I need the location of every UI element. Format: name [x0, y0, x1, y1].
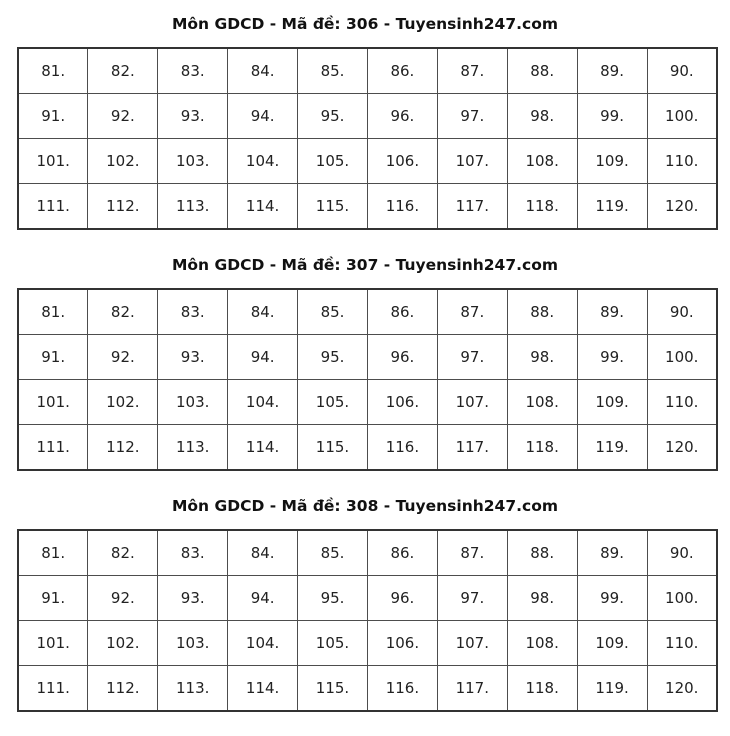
table-cell: 95. — [298, 94, 368, 139]
table-cell: 106. — [367, 139, 437, 184]
table-row — [18, 184, 717, 230]
table-cell: 99. — [577, 335, 647, 380]
table-cell: 119. — [577, 666, 647, 712]
section-title: Môn GDCD - Mã đề: 308 - Tuyensinh247.com — [171, 497, 559, 515]
table-cell: 120. — [647, 425, 717, 471]
table-cell: 113. — [158, 425, 228, 471]
table-cell: 113. — [158, 666, 228, 712]
table-cell: 118. — [507, 184, 577, 230]
table-cell: 108. — [507, 380, 577, 425]
table-cell: 82. — [88, 289, 158, 335]
answer-grid — [17, 288, 718, 471]
table-cell: 113. — [158, 184, 228, 230]
table-cell: 87. — [437, 289, 507, 335]
table-cell: 110. — [647, 621, 717, 666]
table-cell: 103. — [158, 621, 228, 666]
table-cell: 86. — [367, 289, 437, 335]
table-cell: 99. — [577, 576, 647, 621]
section-title: Môn GDCD - Mã đề: 307 - Tuyensinh247.com — [171, 256, 559, 274]
table-cell: 89. — [577, 530, 647, 576]
table-cell: 120. — [647, 184, 717, 230]
table-cell: 83. — [158, 289, 228, 335]
table-cell: 81. — [18, 48, 88, 94]
table-cell: 103. — [158, 139, 228, 184]
table-cell: 114. — [228, 184, 298, 230]
table-cell: 96. — [367, 335, 437, 380]
table-cell: 83. — [158, 48, 228, 94]
table-cell: 91. — [18, 94, 88, 139]
table-cell: 87. — [437, 48, 507, 94]
table-cell: 96. — [367, 576, 437, 621]
table-cell: 85. — [298, 530, 368, 576]
table-cell: 82. — [88, 530, 158, 576]
table-cell: 114. — [228, 666, 298, 712]
table-cell: 104. — [228, 380, 298, 425]
answer-grid — [17, 47, 718, 230]
table-cell: 111. — [18, 666, 88, 712]
table-row — [18, 576, 717, 621]
table-row — [18, 289, 717, 335]
table-cell: 105. — [298, 621, 368, 666]
table-cell: 87. — [437, 530, 507, 576]
table-cell: 94. — [228, 576, 298, 621]
table-cell: 114. — [228, 425, 298, 471]
table-cell: 92. — [88, 576, 158, 621]
table-cell: 84. — [228, 289, 298, 335]
table-cell: 91. — [18, 335, 88, 380]
table-cell: 90. — [647, 48, 717, 94]
table-cell: 116. — [367, 425, 437, 471]
table-cell: 89. — [577, 48, 647, 94]
table-cell: 100. — [647, 335, 717, 380]
table-cell: 115. — [298, 666, 368, 712]
table-cell: 84. — [228, 48, 298, 94]
table-cell: 98. — [507, 335, 577, 380]
table-cell: 88. — [507, 289, 577, 335]
table-cell: 85. — [298, 289, 368, 335]
table-cell: 105. — [298, 380, 368, 425]
table-cell: 107. — [437, 139, 507, 184]
table-cell: 109. — [577, 139, 647, 184]
table-cell: 117. — [437, 184, 507, 230]
table-cell: 112. — [88, 666, 158, 712]
table-cell: 119. — [577, 184, 647, 230]
table-cell: 97. — [437, 576, 507, 621]
table-cell: 93. — [158, 576, 228, 621]
table-cell: 86. — [367, 48, 437, 94]
table-cell: 117. — [437, 425, 507, 471]
table-cell: 111. — [18, 425, 88, 471]
table-cell: 106. — [367, 621, 437, 666]
table-cell: 96. — [367, 94, 437, 139]
table-cell: 93. — [158, 94, 228, 139]
table-cell: 115. — [298, 425, 368, 471]
table-cell: 100. — [647, 576, 717, 621]
table-cell: 91. — [18, 576, 88, 621]
table-cell: 103. — [158, 380, 228, 425]
table-cell: 81. — [18, 530, 88, 576]
table-cell: 118. — [507, 425, 577, 471]
table-cell: 81. — [18, 289, 88, 335]
table-cell: 115. — [298, 184, 368, 230]
table-cell: 100. — [647, 94, 717, 139]
table-cell: 109. — [577, 621, 647, 666]
table-cell: 117. — [437, 666, 507, 712]
table-cell: 99. — [577, 94, 647, 139]
answer-grid — [17, 529, 718, 712]
table-row — [18, 139, 717, 184]
table-cell: 84. — [228, 530, 298, 576]
table-cell: 107. — [437, 621, 507, 666]
table-cell: 89. — [577, 289, 647, 335]
table-cell: 119. — [577, 425, 647, 471]
table-cell: 86. — [367, 530, 437, 576]
table-cell: 88. — [507, 530, 577, 576]
table-cell: 120. — [647, 666, 717, 712]
table-row — [18, 380, 717, 425]
table-cell: 83. — [158, 530, 228, 576]
table-cell: 88. — [507, 48, 577, 94]
table-cell: 97. — [437, 94, 507, 139]
table-cell: 102. — [88, 380, 158, 425]
table-cell: 105. — [298, 139, 368, 184]
table-cell: 101. — [18, 139, 88, 184]
table-cell: 107. — [437, 380, 507, 425]
table-cell: 92. — [88, 94, 158, 139]
table-cell: 111. — [18, 184, 88, 230]
table-row — [18, 621, 717, 666]
table-cell: 110. — [647, 380, 717, 425]
table-cell: 90. — [647, 530, 717, 576]
table-cell: 108. — [507, 621, 577, 666]
table-row — [18, 48, 717, 94]
table-cell: 102. — [88, 621, 158, 666]
table-cell: 116. — [367, 184, 437, 230]
table-cell: 101. — [18, 380, 88, 425]
table-cell: 106. — [367, 380, 437, 425]
table-cell: 82. — [88, 48, 158, 94]
table-cell: 93. — [158, 335, 228, 380]
table-cell: 97. — [437, 335, 507, 380]
table-cell: 112. — [88, 425, 158, 471]
table-cell: 116. — [367, 666, 437, 712]
table-row — [18, 425, 717, 471]
table-cell: 112. — [88, 184, 158, 230]
table-row — [18, 335, 717, 380]
table-cell: 94. — [228, 335, 298, 380]
table-cell: 118. — [507, 666, 577, 712]
section-title: Môn GDCD - Mã đề: 306 - Tuyensinh247.com — [171, 15, 559, 33]
table-cell: 90. — [647, 289, 717, 335]
table-cell: 85. — [298, 48, 368, 94]
table-cell: 94. — [228, 94, 298, 139]
table-row — [18, 666, 717, 712]
table-cell: 98. — [507, 576, 577, 621]
table-cell: 101. — [18, 621, 88, 666]
table-row — [18, 530, 717, 576]
table-cell: 110. — [647, 139, 717, 184]
table-cell: 104. — [228, 139, 298, 184]
table-cell: 95. — [298, 335, 368, 380]
table-cell: 102. — [88, 139, 158, 184]
table-cell: 108. — [507, 139, 577, 184]
table-cell: 98. — [507, 94, 577, 139]
table-cell: 104. — [228, 621, 298, 666]
table-cell: 109. — [577, 380, 647, 425]
table-cell: 95. — [298, 576, 368, 621]
table-cell: 92. — [88, 335, 158, 380]
table-row — [18, 94, 717, 139]
